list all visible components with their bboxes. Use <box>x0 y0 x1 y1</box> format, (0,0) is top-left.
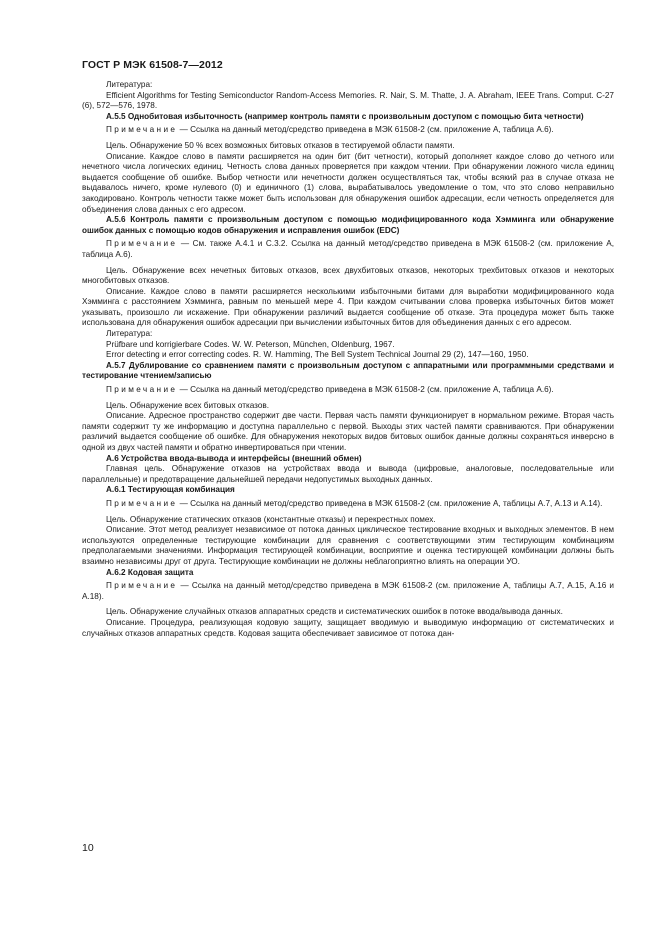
section-heading: А.6.1 Тестирующая комбинация <box>106 485 235 495</box>
section-heading: А.5.6 Контроль памяти с произвольным доступом с помощью модифицированного кода Хэмминга или обнаружение ошибок данных с помощью кодов обнаружения и исправления ошибок (EDC) <box>82 215 614 235</box>
note-label: Примечание <box>106 385 178 395</box>
note-text: — Ссылка на данный метод/средство приведена в МЭК 61508-2 (см. приложение А, таблица А.6). <box>177 125 554 135</box>
body-paragraph: Описание. Каждое слово в памяти расширяется несколькими избыточными битами для выработки модифицированного кода Хэмминга с расстоянием Хэмминга, равным по меньшей мере 4. При каждом считывании слова проверка избыточных битов может указывать, произошло ли искажение. При обнаружении различий выдается сообщение об отказе. Эта процедура может быть также использована для обнаружения ошибок адресации при вычислении избыточных битов для объединения данных с его адресом. <box>82 286 614 328</box>
note-text: — См. также А.4.1 и С.3.2. Ссылка на данный метод/средство приведена в МЭК 61508-2 (см. приложение А, таблица А.6). <box>82 239 614 259</box>
reference-entry: Error detecting и error correcting codes. R. W. Hamming, The Bell System Technical Journal 29 (2), 147—160, 1950. <box>106 350 529 360</box>
document-body <box>82 80 614 639</box>
note-label: Примечание <box>106 125 178 135</box>
body-paragraph: Цель. Обнаружение случайных отказов аппаратных средств и систематических ошибок в потоке ввода/вывода данных. <box>106 607 563 617</box>
note-label: Примечание <box>106 581 178 591</box>
body-paragraph: Цель. Обнаружение всех нечетных битовых отказов, всех двухбитовых отказов, некоторых трехбитовых отказов и некоторых многобитовых отказов. <box>82 265 614 286</box>
note-text: — Ссылка на данный метод/средство приведена в МЭК 61508-2 (см. приложение А, таблицы А.7, А.15, А.16 и А.18). <box>82 581 614 601</box>
body-paragraph: Описание. Каждое слово в памяти расширяется на один бит (бит четности), который дополняет каждое слово до четного или нечетного числа логических единиц. Четность слова данных проверяется при каждом чтении. При обнаружении ложного числа единиц выдается сообщение об ошибке. Выбор четности или нечетности должен осуществляться так, чтобы всякий раз в случае отказа не выдавалось ничего, кроме нулевого (0) и единичного (1) слова, вырабатывалось уведомление о том, что это слово неправильно закодировано. Контроль четности также может быть использован для обнаружения ошибок адресации, если четность определяется для объединения слова данных с его адресом. <box>82 151 614 214</box>
note-paragraph <box>82 239 614 260</box>
body-paragraph: Описание. Адресное пространство содержит две части. Первая часть памяти функционирует в нормальном режиме. Вторая часть памяти содержит ту же информацию и доступна параллельно с первой. Выходы этих частей памяти сравниваются. При обнаружении различий выдается сообщение об ошибке. Для обнаружения некоторых видов битовых ошибок данные должны сохраняться инверсно в одной из двух частей памяти и обратно инвертироваться при чтении. <box>82 411 614 452</box>
note-paragraph <box>82 385 614 396</box>
note-paragraph <box>82 125 614 136</box>
note-paragraph <box>82 581 614 602</box>
body-paragraph: Главная цель. Обнаружение отказов на устройствах ввода и вывода (цифровые, аналоговые, последовательные или параллельные) и предотвращение дальнейшей передачи недопустимых выходных данных. <box>82 464 614 484</box>
page-header-standard: ГОСТ Р МЭК 61508-7—2012 <box>82 59 223 71</box>
page-number: 10 <box>82 842 94 854</box>
note-label: Примечание <box>106 498 178 508</box>
body-paragraph: Цель. Обнаружение статических отказов (константные отказы) и перекрестных помех. <box>106 514 436 524</box>
reference-entry: Prüfbare und korrigierbare Codes. W. W. Peterson, München, Oldenburg, 1967. <box>106 339 395 349</box>
note-text: — Ссылка на данный метод/средство приведена в МЭК 61508-2 (см. приложение А, таблицы А.7, А.13 и А.14). <box>177 498 603 508</box>
note-text: — Ссылка на данный метод/средство приведена в МЭК 61508-2 (см. приложение А, таблица А.6). <box>177 385 554 395</box>
body-paragraph: Описание. Этот метод реализует независимое от потока данных циклическое тестирование входных и выходных элементов. В нем используются определенные тестирующие комбинации для сравнения с соответствующими этим тестирующим комбинациям предполагаемыми значениями. Информация тестирующей комбинации, восприятие и оценка тестирующей комбинации должны быть взаимно независимы друг от друга. Тестирующие комбинации не должны неблагоприятно влиять на операции УО. <box>82 525 614 566</box>
section-heading: А.5.7 Дублирование со сравнением памяти с произвольным доступом с аппаратными или программными средствами и тестирование чтением/записью <box>82 360 614 381</box>
note-label: Примечание <box>106 239 178 249</box>
section-heading: А.6 Устройства ввода-вывода и интерфейсы (внешний обмен) <box>106 453 362 463</box>
section-heading: А.6.2 Кодовая защита <box>106 567 194 577</box>
body-paragraph: Литература: <box>106 329 153 339</box>
body-paragraph: Цель. Обнаружение 50 % всех возможных битовых отказов в тестируемой области памяти. <box>106 140 455 150</box>
reference-entry: Efficient Algorithms for Testing Semiconductor Random-Access Memories. R. Nair, S. M. Thatte, J. A. Abraham, IEEE Trans. Comput. C-27 (6), 572—576, 1978. <box>82 90 614 111</box>
body-paragraph: Литература: <box>106 80 153 89</box>
section-heading: А.5.5 Однобитовая избыточность (например контроль памяти с произвольным доступом с помощью бита четности) <box>106 111 584 121</box>
body-paragraph: Описание. Процедура, реализующая кодовую защиту, защищает вводимую и выводимую информацию от систематических и случайных отказов аппаратных средств. Кодовая защита обеспечивает зависимое от потока дан- <box>82 617 614 638</box>
note-paragraph <box>82 499 614 510</box>
body-paragraph: Цель. Обнаружение всех битовых отказов. <box>106 400 270 410</box>
